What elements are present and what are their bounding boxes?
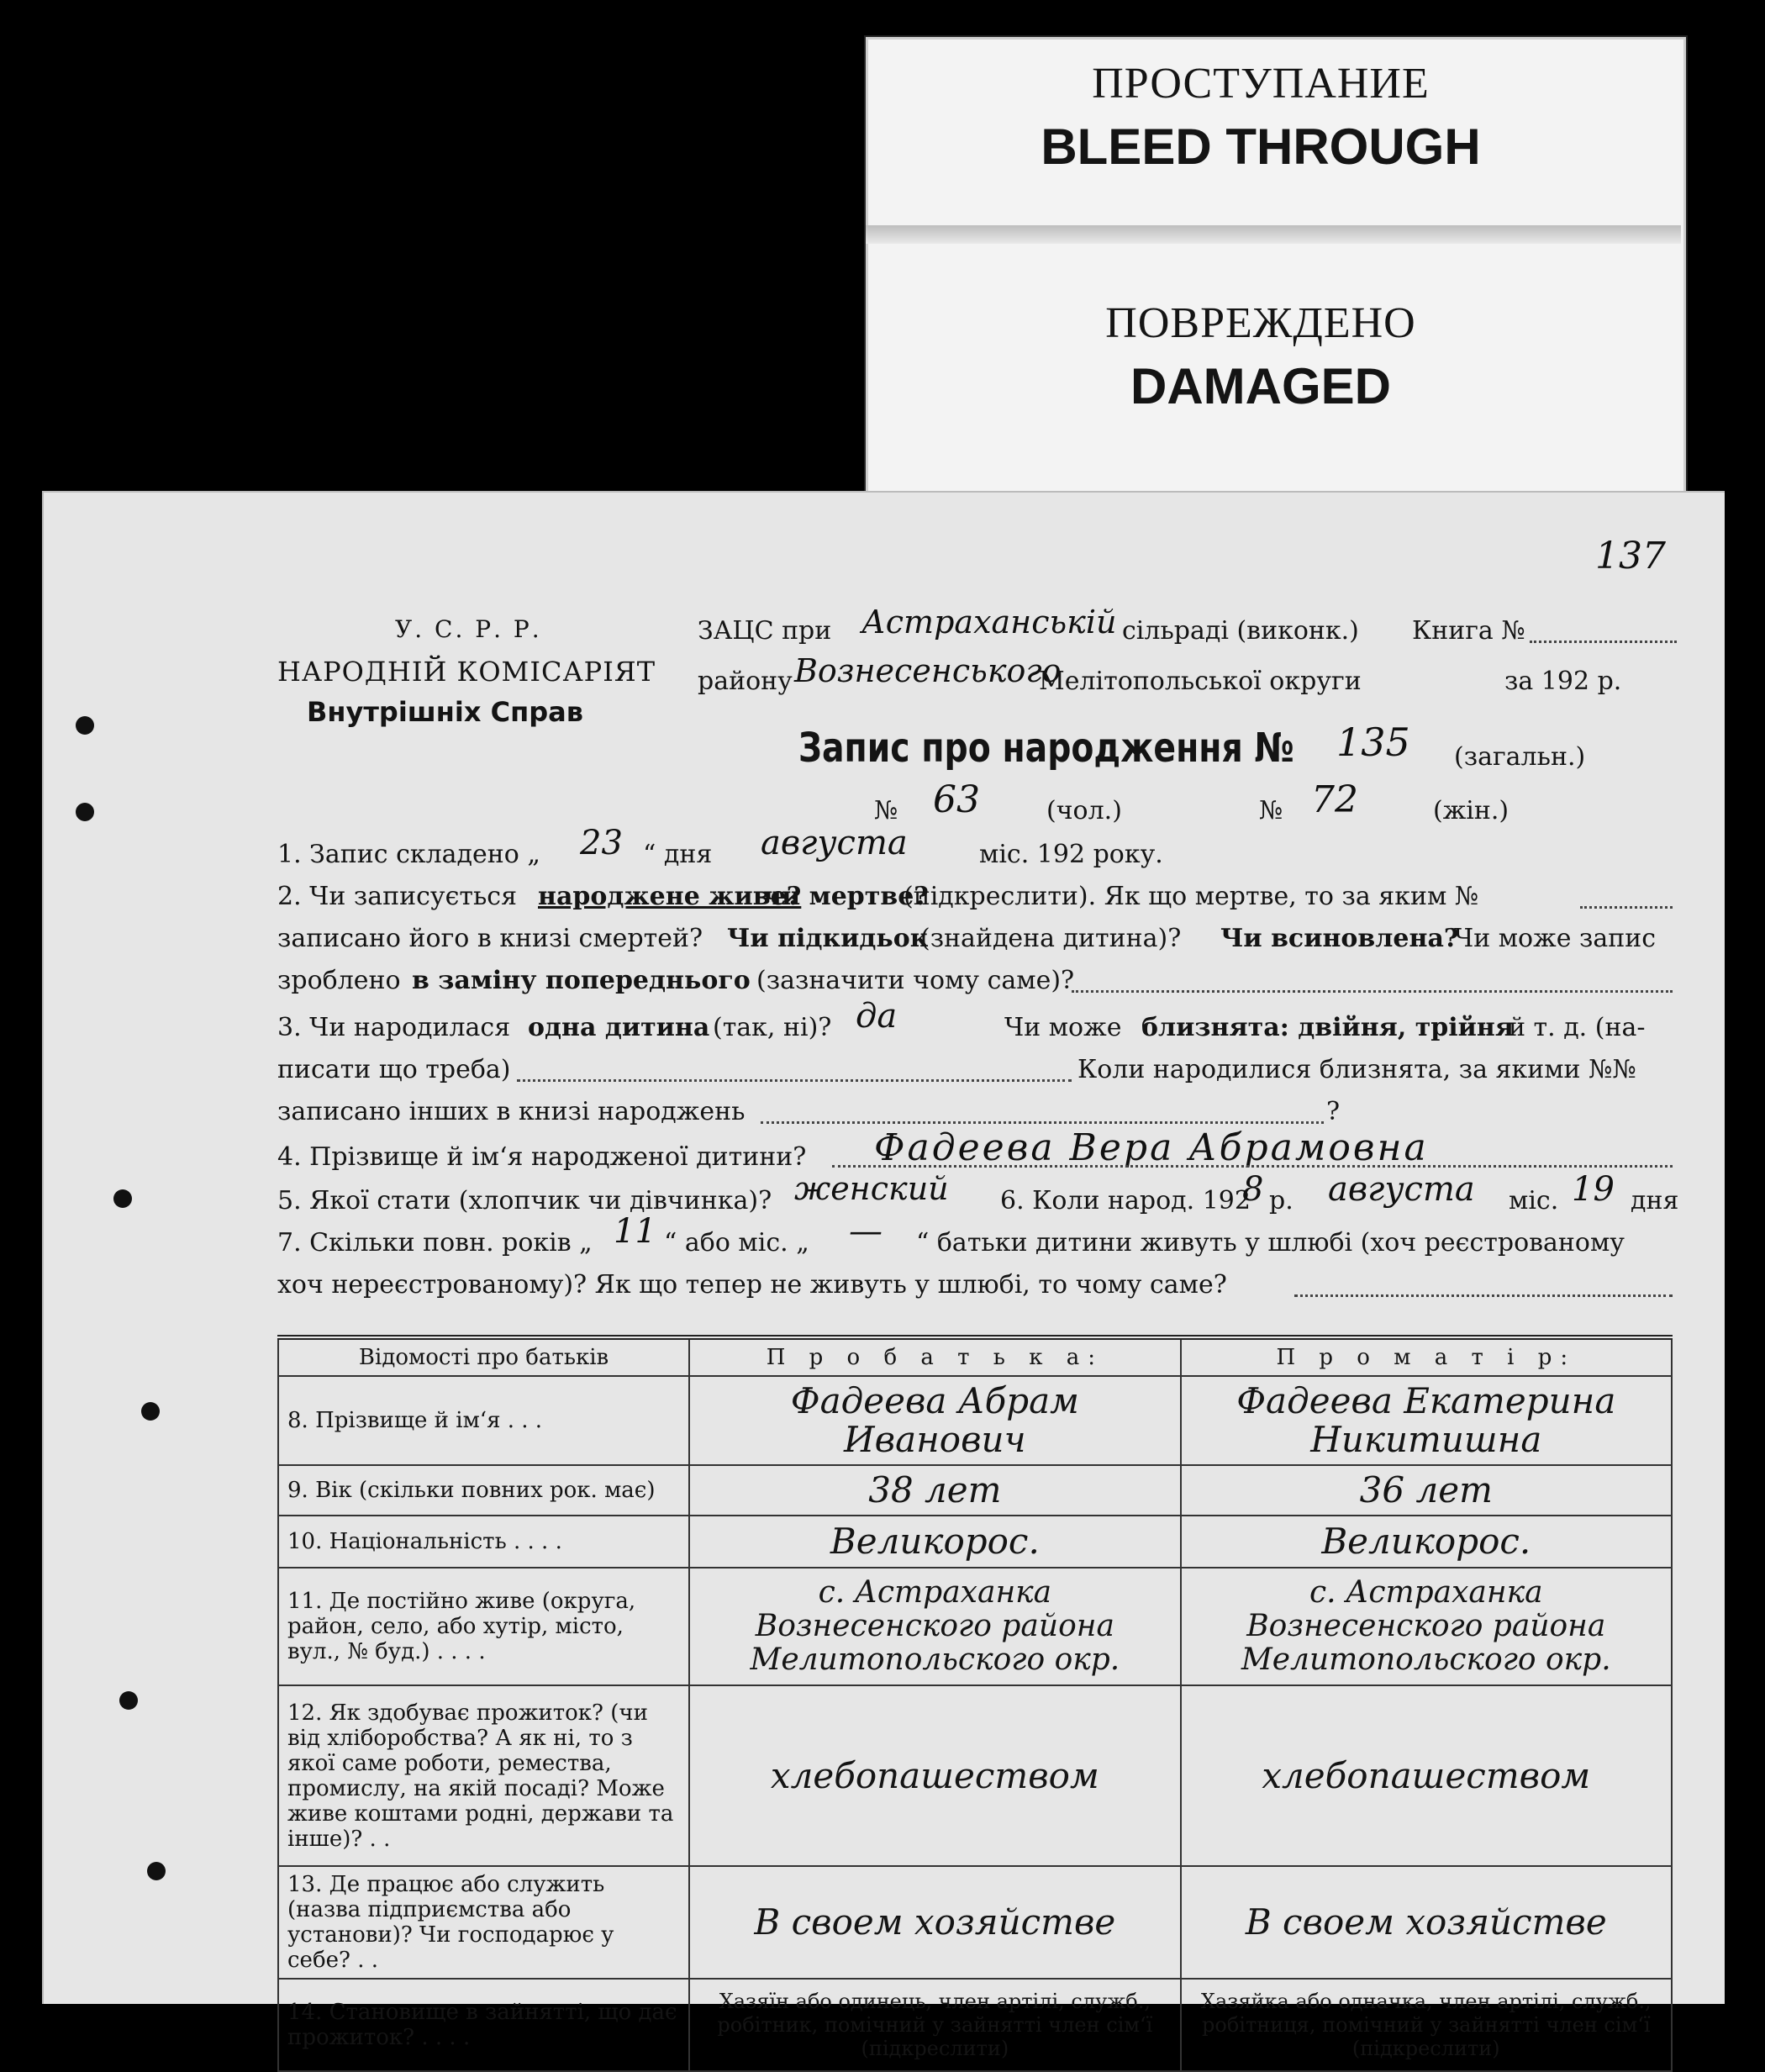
line2b-adopted: Чи всиновлена?	[1220, 924, 1459, 953]
line2-dotline	[1580, 906, 1673, 909]
marriage-months: —	[849, 1212, 882, 1251]
table-row	[278, 1465, 1672, 1516]
line2-dead: чи мертве?	[763, 882, 929, 911]
punch-hole	[119, 1691, 138, 1710]
line2-alive: народжене живе?	[538, 882, 802, 911]
mother-workplace: В своем хозяйстве	[1181, 1866, 1672, 1979]
line3b-text-b: Коли народилися близнята, за якими №№	[1077, 1055, 1636, 1084]
punch-hole	[113, 1189, 132, 1208]
zags-suffix: сільраді (виконк.)	[1122, 616, 1359, 646]
line2c-dotline	[1072, 990, 1673, 993]
table-row	[278, 1568, 1672, 1685]
line4-text-a: 4. Прізвище й ім‘я народженої дитини?	[277, 1142, 807, 1172]
line3-text-f: й т. д. (на-	[1509, 1013, 1646, 1042]
line3-single: одна дитина	[528, 1013, 710, 1042]
father-workplace: В своем хозяйстве	[689, 1866, 1180, 1979]
father-age: 38 лет	[689, 1465, 1180, 1516]
male-prefix: №	[874, 796, 898, 825]
record-month: августа	[761, 824, 908, 862]
line3b-dotline	[517, 1079, 1072, 1082]
ministry-label: НАРОДНІЙ КОМІСАРІЯТ	[277, 656, 656, 688]
line6-text-d: дня	[1631, 1186, 1679, 1215]
line7b-text: хоч нереєстрованому)? Як що тепер не живуть у шлюбі, то чому саме?	[277, 1270, 1227, 1300]
total-number: 135	[1336, 720, 1410, 765]
female-label: (жін.)	[1433, 796, 1509, 825]
punch-hole	[76, 803, 94, 821]
father-residence: с. Астраханка Вознесенского района Мелитопольского окр.	[689, 1568, 1180, 1685]
birth-day: 19	[1572, 1170, 1615, 1209]
mother-residence: с. Астраханка Вознесенского района Мелитопольского окр.	[1181, 1568, 1672, 1685]
year-label: за 192 р.	[1504, 667, 1622, 696]
line3b-text-a: писати що треба)	[277, 1055, 511, 1084]
line2b-foundling: Чи підкидьок	[727, 924, 929, 953]
mother-livelihood: хлебопашеством	[1181, 1685, 1672, 1866]
punch-hole	[141, 1402, 160, 1421]
line3-twins: близнята: двійня, трійня	[1141, 1013, 1515, 1042]
line3c-text-b: ?	[1326, 1097, 1341, 1126]
label-bleed-en: BLEED THROUGH	[1041, 119, 1481, 175]
district-value: Вознесенського	[794, 652, 1062, 689]
book-label: Книга №	[1412, 616, 1525, 646]
zags-value: Астраханській	[861, 604, 1117, 641]
row-label: 10. Національність . . . .	[278, 1516, 689, 1568]
line3-text-c: (так, ні)?	[713, 1013, 832, 1042]
table-row	[278, 1979, 1672, 2071]
father-employment-status: Хазяїн або одинець, член артілі, служб., робітник, помічний у зайнятті член сім‘ї (підкреслити)	[689, 1979, 1180, 2071]
page-number: 137	[1595, 535, 1666, 577]
table-row	[278, 1516, 1672, 1568]
father-livelihood: хлебопашеством	[689, 1685, 1180, 1866]
line7-text-c: “ батьки дитини живуть у шлюбі (хоч реєстрованому	[916, 1228, 1625, 1257]
female-number: 72	[1311, 778, 1358, 821]
parents-table	[277, 1335, 1673, 2072]
total-label: (загальн.)	[1454, 742, 1586, 772]
table-row	[278, 1685, 1672, 1866]
female-prefix: №	[1259, 796, 1283, 825]
line2c-replacement: в заміну попереднього	[412, 966, 751, 995]
birth-month: августа	[1328, 1170, 1475, 1209]
line3-text-a: 3. Чи народилася	[277, 1013, 511, 1042]
line2-text-a: 2. Чи записується	[277, 882, 518, 911]
line6-text-a: 6. Коли народ. 192	[1000, 1186, 1251, 1215]
label-damaged-en: DAMAGED	[1130, 358, 1391, 414]
line1-text-b: “ дня	[643, 840, 713, 869]
line7-text-b: “ або міс. „	[664, 1228, 809, 1257]
line3c-dotline	[761, 1121, 1324, 1124]
republic-label: У. С. Р. Р.	[395, 615, 542, 643]
row-label: 11. Де постійно живе (округа, район, село, або хутір, місто, вул., № буд.) . . . .	[278, 1568, 689, 1685]
line1-text-a: 1. Запис складено „	[277, 840, 540, 869]
male-number: 63	[933, 778, 980, 821]
label-damaged-ru: ПОВРЕЖДЕНО	[1105, 299, 1416, 347]
child-name: Фадеева Вера Абрамовна	[874, 1126, 1429, 1169]
male-label: (чол.)	[1046, 796, 1122, 825]
table-header-row	[278, 1337, 1672, 1376]
row-label: 12. Як здобуває прожиток? (чи від хліборобства? А як ні, то з якої саме роботи, ремества, промислу, на якій посаді? Може живе коштами родні, держави та інше)? . .	[278, 1685, 689, 1866]
mother-employment-status: Хазяйка або одначка, член артілі, служб., робітниця, помічний у зайнятті член сім‘ї (підкреслити)	[1181, 1979, 1672, 2071]
record-day: 23	[580, 824, 623, 862]
book-dotline	[1530, 641, 1677, 643]
birth-year-digit: 8	[1242, 1170, 1264, 1209]
department-label: Внутрішніх Справ	[307, 696, 583, 728]
line1-text-c: міс. 192 року.	[979, 840, 1163, 869]
row-label: 8. Прізвище й ім‘я . . .	[278, 1376, 689, 1465]
single-child-answer: да	[856, 997, 898, 1036]
punch-hole	[147, 1862, 166, 1880]
line2c-text-a: зроблено	[277, 966, 401, 995]
table-row	[278, 1866, 1672, 1979]
district-prefix: району	[698, 667, 793, 696]
marriage-years: 11	[614, 1212, 656, 1251]
line3c-text-a: записано інших в книзі народжень	[277, 1097, 746, 1126]
mother-age: 36 лет	[1181, 1465, 1672, 1516]
zags-prefix: ЗАЦС при	[698, 616, 832, 646]
line6-text-b: р.	[1269, 1186, 1293, 1215]
row-label: 13. Де працює або служить (назва підприємства або установи)? Чи господарює у себе? . .	[278, 1866, 689, 1979]
line2b-text-c: (знайдена дитина)?	[920, 924, 1182, 953]
line3-text-d: Чи може	[1004, 1013, 1122, 1042]
child-sex: женский	[794, 1170, 949, 1207]
row-label: 9. Вік (скільки повних рок. має)	[278, 1465, 689, 1516]
mother-nationality: Великорос.	[1181, 1516, 1672, 1568]
line7-text-a: 7. Скільки повн. років „	[277, 1228, 593, 1257]
line2b-text-a: записано його в книзі смертей?	[277, 924, 703, 953]
col-header-father: П р о б а т ь к а:	[689, 1337, 1180, 1376]
line2c-text-c: (зазначити чому саме)?	[756, 966, 1075, 995]
record-title: Запис про народження №	[798, 725, 1294, 772]
line2-text-d: (підкреслити). Як що мертве, то за яким №	[904, 882, 1479, 911]
label-tear-strip	[866, 225, 1681, 244]
line5-text-a: 5. Якої стати (хлопчик чи дівчинка)?	[277, 1186, 772, 1215]
col-header-mother: П р о м а т і р:	[1181, 1337, 1672, 1376]
father-nationality: Великорос.	[689, 1516, 1180, 1568]
line4-dotline	[832, 1165, 1673, 1168]
father-name: Фадеева Абрам Иванович	[689, 1376, 1180, 1465]
row-label: 14. Становище в зайнятті, що дає прожиток? . . . .	[278, 1979, 689, 2071]
label-bleed-ru: ПРОСТУПАНИЕ	[1092, 60, 1430, 108]
line7b-dotline	[1294, 1294, 1673, 1297]
line2b-text-e: Чи може запис	[1454, 924, 1657, 953]
col-header-info: Відомості про батьків	[278, 1337, 689, 1376]
district-suffix: Мелітопольської округи	[1039, 667, 1362, 696]
mother-name: Фадеева Екатерина Никитишна	[1181, 1376, 1672, 1465]
table-row	[278, 1376, 1672, 1465]
punch-hole	[76, 716, 94, 735]
line6-text-c: міс.	[1509, 1186, 1559, 1215]
